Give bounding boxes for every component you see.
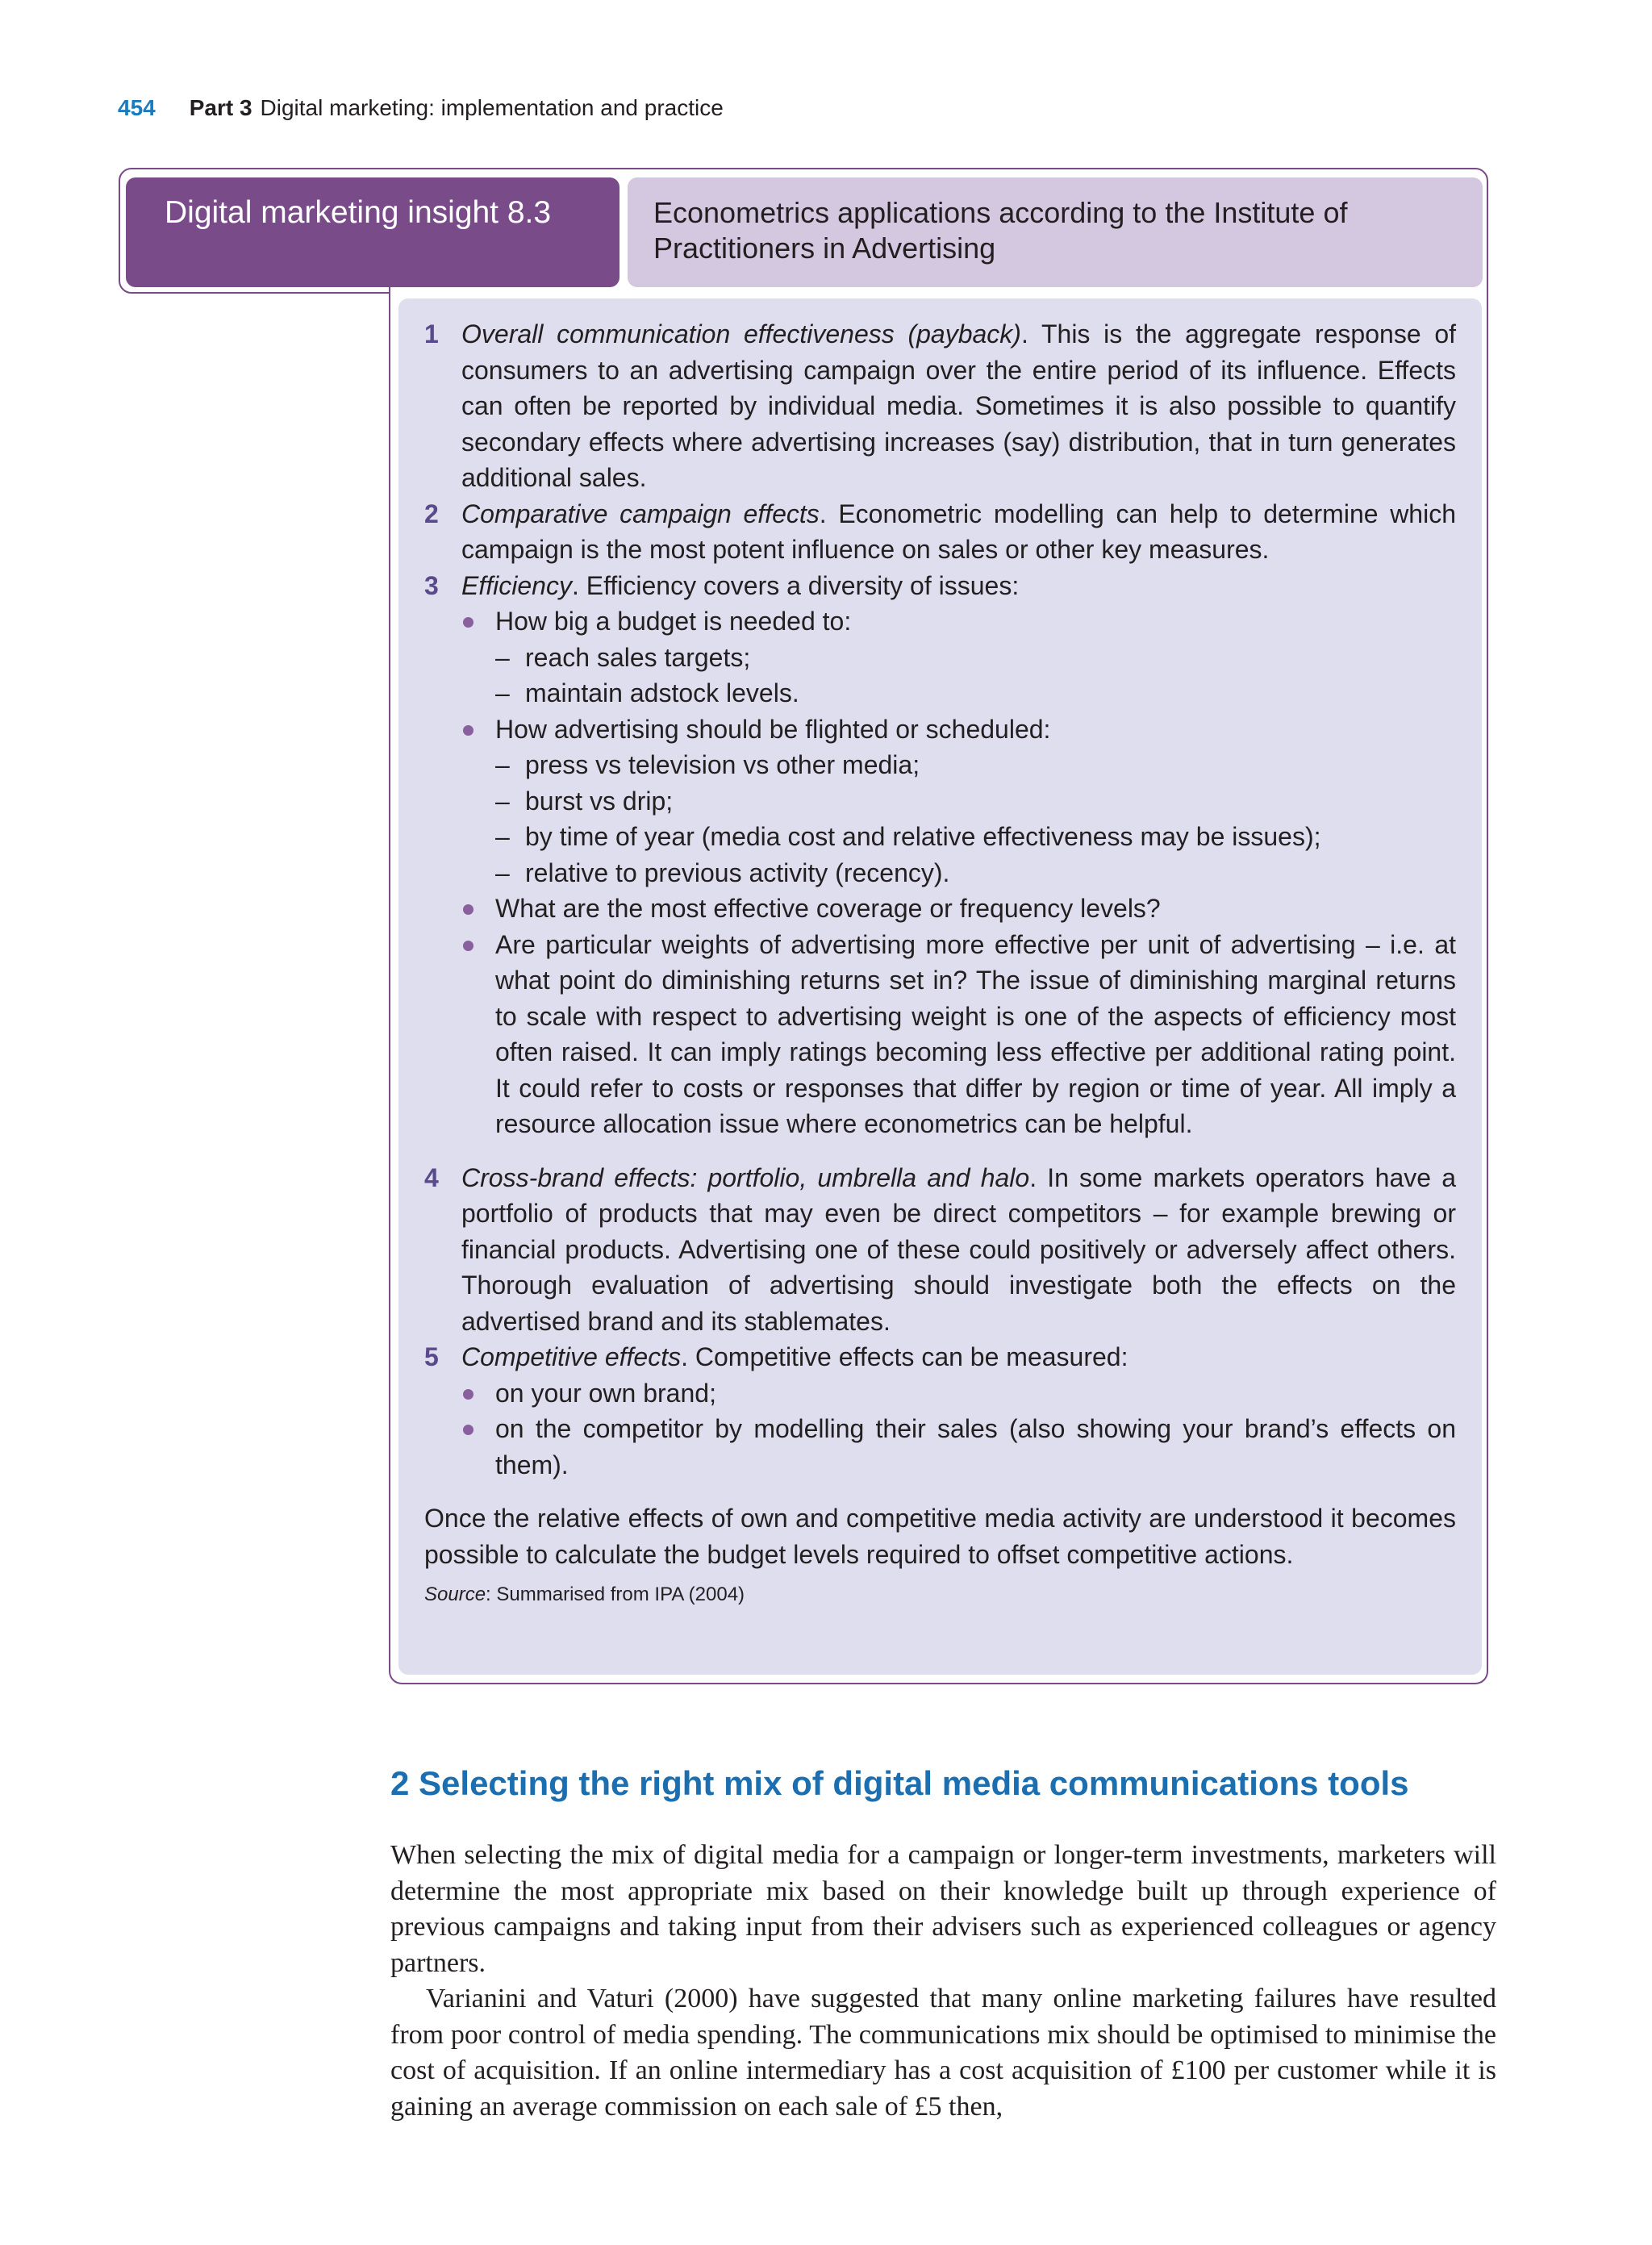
item-lead: Overall communication effectiveness (payback): [461, 319, 1021, 348]
dash-item: [424, 675, 1456, 711]
insight-item: [424, 1160, 1456, 1340]
item-text: . In some markets operators have a portfolio of products that may even be direct competitors – for example brewing or financial products. Advertising one of these could positively or adversely affect others. Thorough evaluation of advertising should investigate both the effects on the advertised brand and its stablemates.: [461, 1162, 1457, 1336]
insight-title: Econometrics applications according to the Institute of Practitioners in Advertising: [628, 177, 1483, 287]
bullet-text: on the competitor by modelling their sales (also showing your brand’s effects on them).: [495, 1414, 1456, 1479]
item-text: . Efficiency covers a diversity of issues:: [571, 570, 1020, 600]
dash-icon: –: [495, 822, 510, 851]
item-lead: Cross-brand effects: portfolio, umbrella and halo: [461, 1162, 1030, 1192]
body-paragraph: When selecting the mix of digital media for a campaign or longer-term investments, marketers will determine the most appropriate mix based on their knowledge built up through experience of previous campaigns and taking input from their advisers such as experienced colleagues or agency partners.: [390, 1840, 1496, 1978]
dash-text: maintain adstock levels.: [525, 678, 799, 707]
bullet-text: on your own brand;: [495, 1378, 716, 1408]
bullet-dot-icon: [463, 941, 473, 951]
source-label: Source: [424, 1584, 486, 1605]
body-paragraph: Varianini and Vaturi (2000) have suggested that many online marketing failures have resulted from poor control of media spending. The communications mix should be optimised to minimise the cost of acquisition. If an online intermediary has a cost acquisition of £100 per customer while it is gaining an average commission on each sale of £5 then,: [390, 1984, 1496, 2122]
dash-icon: –: [495, 858, 510, 887]
item-number: 4: [424, 1162, 439, 1192]
bullet-text: How advertising should be flighted or scheduled:: [495, 714, 1051, 744]
bullet-dot-icon: [463, 617, 473, 628]
insight-item: [424, 568, 1456, 604]
insight-item: [424, 496, 1456, 568]
bullet-item: [424, 711, 1456, 748]
dash-text: press vs television vs other media;: [525, 750, 920, 779]
dash-text: burst vs drip;: [525, 786, 674, 816]
dash-text: by time of year (media cost and relative effectiveness may be issues);: [525, 822, 1321, 851]
insight-body: [398, 298, 1482, 1675]
dash-item: [424, 783, 1456, 820]
dash-icon: –: [495, 642, 510, 672]
bullet-item: [424, 1411, 1456, 1483]
bullet-dot-icon: [463, 725, 473, 736]
spacer: [424, 1483, 1456, 1500]
spacer: [424, 1142, 1456, 1160]
item-number: 5: [424, 1342, 439, 1371]
item-lead: Efficiency: [461, 570, 572, 600]
dash-item: [424, 747, 1456, 783]
bullet-item: [424, 1375, 1456, 1412]
bullet-text: What are the most effective coverage or frequency levels?: [495, 894, 1161, 923]
bullet-item: [424, 891, 1456, 927]
dash-text: reach sales targets;: [525, 642, 751, 672]
item-number: 3: [424, 570, 439, 600]
item-text: . Competitive effects can be measured:: [681, 1342, 1128, 1371]
item-text: . Econometric modelling can help to determine which campaign is the most potent influence on sales or other key measures.: [461, 499, 1457, 564]
bullet-item: [424, 603, 1456, 640]
running-head: [118, 92, 724, 124]
dash-text: relative to previous activity (recency).: [525, 858, 950, 887]
section-body: [390, 1838, 1496, 2125]
insight-item: [424, 1339, 1456, 1375]
insight-item: [424, 316, 1456, 496]
bullet-dot-icon: [463, 1425, 473, 1435]
closing-paragraph: Once the relative effects of own and competitive media activity are understood it becomes possible to calculate the budget levels required to offset competitive actions.: [424, 1504, 1456, 1569]
dash-icon: –: [495, 678, 510, 707]
item-lead: Competitive effects: [461, 1342, 682, 1371]
dash-item: [424, 855, 1456, 891]
bullet-item: [424, 927, 1456, 1142]
source-note: [424, 1580, 1456, 1609]
item-number: 1: [424, 319, 439, 348]
bullet-dot-icon: [463, 904, 473, 915]
source-text: : Summarised from IPA (2004): [486, 1584, 745, 1605]
dash-icon: –: [495, 750, 510, 779]
section-heading: 2 Selecting the right mix of digital media communications tools: [390, 1764, 1409, 1802]
bullet-dot-icon: [463, 1389, 473, 1400]
part-title: Digital marketing: implementation and practice: [260, 95, 724, 120]
part-label: Part 3: [189, 95, 252, 120]
dash-item: [424, 819, 1456, 855]
item-lead: Comparative campaign effects: [461, 499, 820, 528]
insight-label: Digital marketing insight 8.3: [126, 177, 620, 287]
dash-item: [424, 640, 1456, 676]
bullet-text: Are particular weights of advertising more effective per unit of advertising – i.e. at what point do diminishing returns set in? The issue of diminishing marginal returns to scale with respect to advertising weight is one of the aspects of efficiency most often raised. It can imply ratings becoming less effective per additional rating point. It could refer to costs or responses that differ by region or time of year. All imply a resource allocation issue where econometrics can be helpful.: [495, 929, 1456, 1138]
item-number: 2: [424, 499, 439, 528]
bullet-text: How big a budget is needed to:: [495, 607, 852, 636]
item-text: . This is the aggregate response of consumers to an advertising campaign over the entire period of its influence. Effects can often be reported by individual media. Sometimes it is also possible to quantify secondary effects where advertising increases (say) distribution, that in turn generates additional sales.: [461, 319, 1457, 492]
dash-icon: –: [495, 786, 510, 816]
page-number: 454: [118, 95, 156, 120]
